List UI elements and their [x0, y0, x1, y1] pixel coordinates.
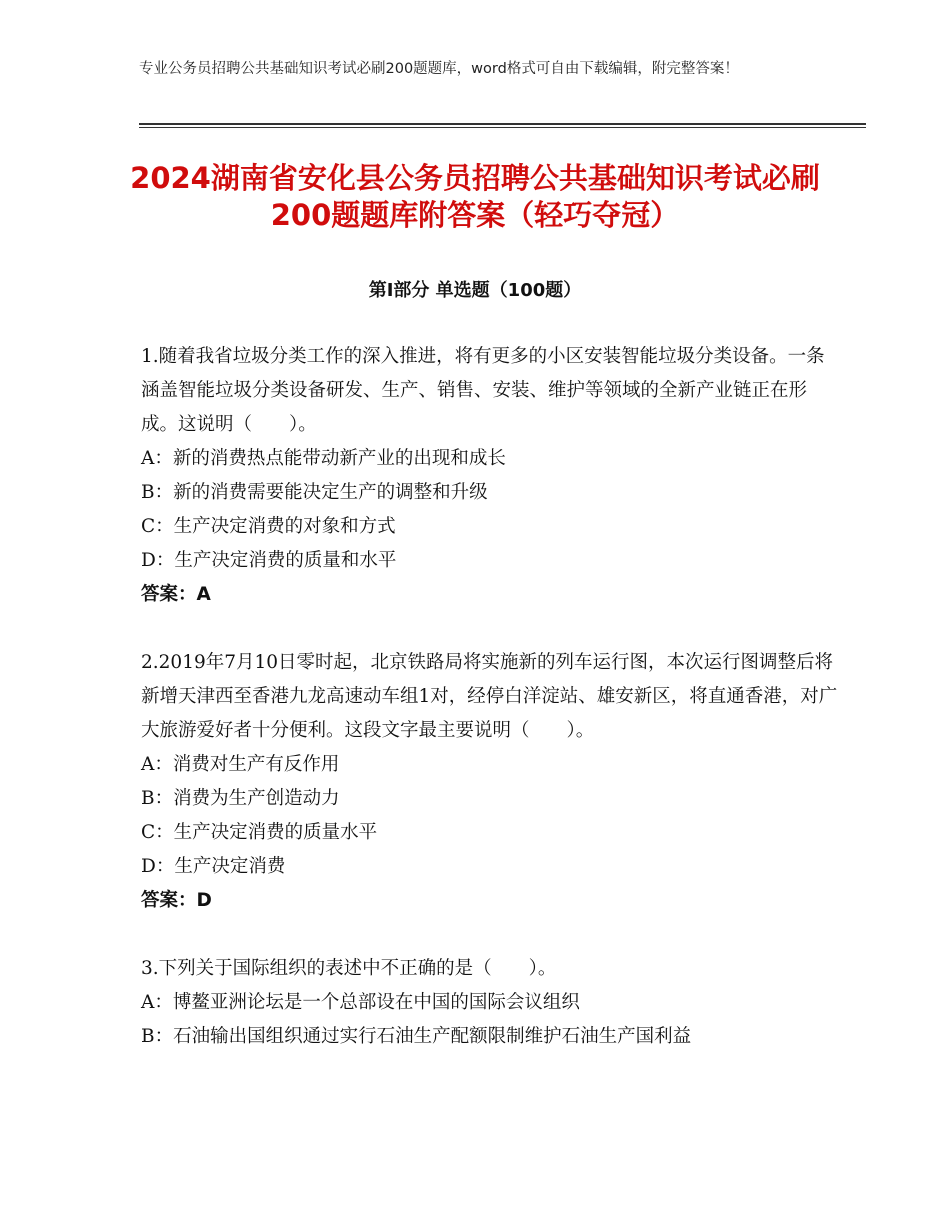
header-note: 专业公务员招聘公共基础知识考试必刷200题题库，word格式可自由下载编辑，附完整答案！	[139, 61, 739, 77]
section-heading: 第Ⅰ部分 单选题（100题）	[368, 280, 582, 301]
option-a: A：消费对生产有反作用	[141, 754, 340, 775]
option-d: D：生产决定消费的质量和水平	[141, 550, 397, 571]
question-list	[141, 340, 841, 1054]
option-a: A：博鳌亚洲论坛是一个总部设在中国的国际会议组织	[141, 992, 580, 1013]
option-c: C：生产决定消费的对象和方式	[141, 516, 396, 537]
option-b: B：新的消费需要能决定生产的调整和升级	[141, 482, 488, 503]
document-title: 2024湖南省安化县公务员招聘公共基础知识考试必刷200题题库附答案（轻巧夺冠）	[130, 161, 820, 232]
option-b: B：石油输出国组织通过实行石油生产配额限制维护石油生产国利益	[141, 1026, 692, 1047]
question-2	[141, 646, 841, 918]
option-b: B：消费为生产创造动力	[141, 788, 340, 809]
question-stem: 1.随着我省垃圾分类工作的深入推进，将有更多的小区安装智能垃圾分类设备。一条涵盖智能垃圾分类设备研发、生产、销售、安装、维护等领域的全新产业链正在形成。这说明（ ）。	[141, 346, 825, 435]
option-c: C：生产决定消费的质量水平	[141, 822, 378, 843]
option-a: A：新的消费热点能带动新产业的出现和成长	[141, 448, 506, 469]
question-1	[141, 340, 841, 612]
answer: 答案：A	[141, 584, 211, 605]
option-d: D：生产决定消费	[141, 856, 286, 877]
question-stem: 3.下列关于国际组织的表述中不正确的是（ ）。	[141, 958, 557, 979]
header-divider	[139, 123, 866, 125]
question-3	[141, 952, 841, 1054]
question-stem: 2.2019年7月10日零时起，北京铁路局将实施新的列车运行图，本次运行图调整后将新增天津西至香港九龙高速动车组1对，经停白洋淀站、雄安新区，将直通香港，对广大旅游爱好者十分便利。这段文字最主要说明（ ）。	[141, 652, 838, 741]
answer: 答案：D	[141, 890, 212, 911]
header-divider-thin	[139, 127, 866, 128]
